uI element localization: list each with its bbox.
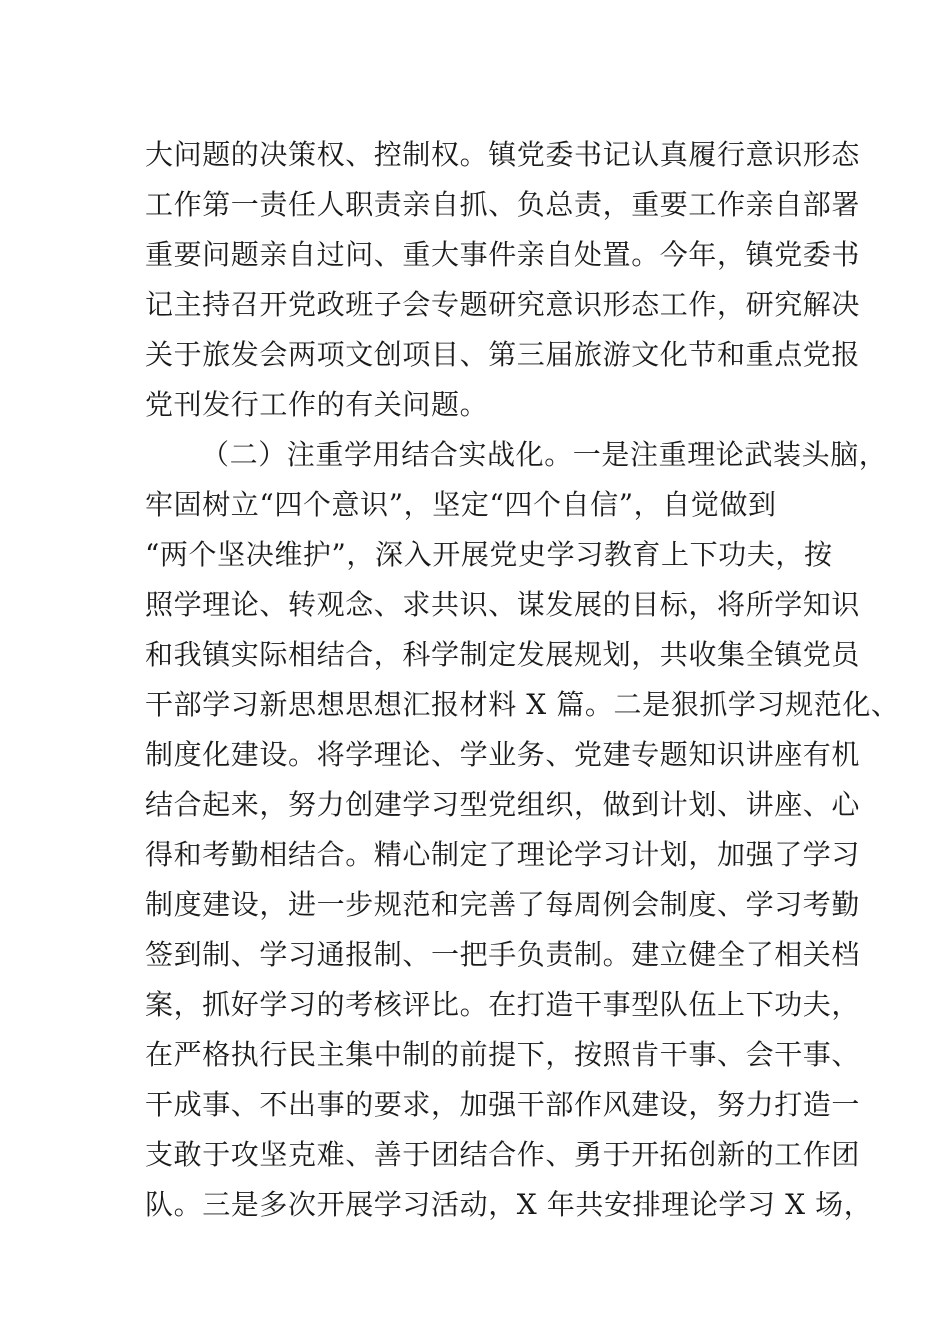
text-line: 制度建设，进一步规范和完善了每周例会制度、学习考勤 [145, 888, 861, 921]
text-line: 记主持召开党政班子会专题研究意识形态工作，研究解决 [145, 288, 861, 321]
text-line: 结合起来，努力创建学习型党组织，做到计划、讲座、心 [145, 788, 861, 821]
text-line: 在严格执行民主集中制的前提下，按照肯干事、会干事、 [145, 1038, 861, 1071]
text-line: 关于旅发会两项文创项目、第三届旅游文化节和重点党报 [145, 338, 861, 371]
body-text [145, 130, 900, 1230]
text-line: 得和考勤相结合。精心制定了理论学习计划，加强了学习 [145, 838, 861, 871]
text-line: 照学理论、转观念、求共识、谋发展的目标，将所学知识 [145, 588, 861, 621]
text-line: 党刊发行工作的有关问题。 [145, 388, 489, 421]
text-line: 案，抓好学习的考核评比。在打造干事型队伍上下功夫， [145, 988, 861, 1021]
text-line: 签到制、学习通报制、一把手负责制。建立健全了相关档 [145, 938, 861, 971]
text-line: 干部学习新思想思想汇报材料 X 篇。二是狠抓学习规范化、 [145, 688, 900, 721]
text-line: 和我镇实际相结合，科学制定发展规划，共收集全镇党员 [145, 638, 861, 671]
text-line: 牢固树立“四个意识”，坚定“四个自信”，自觉做到 [145, 488, 777, 521]
text-line: 队。三是多次开展学习活动，X 年共安排理论学习 X 场， [145, 1188, 873, 1221]
text-line: 重要问题亲自过问、重大事件亲自处置。今年，镇党委书 [145, 238, 861, 271]
text-line: 大问题的决策权、控制权。镇党委书记认真履行意识形态 [145, 138, 861, 171]
text-line: 工作第一责任人职责亲自抓、负总责，重要工作亲自部署 [145, 188, 861, 221]
text-line: 支敢于攻坚克难、善于团结合作、勇于开拓创新的工作团 [145, 1138, 861, 1171]
section-heading-line: （二）注重学用结合实战化。一是注重理论武装头脑， [201, 438, 888, 471]
text-line: “两个坚决维护”，深入开展党史学习教育上下功夫，按 [145, 538, 833, 571]
text-line: 干成事、不出事的要求，加强干部作风建设，努力打造一 [145, 1088, 861, 1121]
text-line: 制度化建设。将学理论、学业务、党建专题知识讲座有机 [145, 738, 861, 771]
